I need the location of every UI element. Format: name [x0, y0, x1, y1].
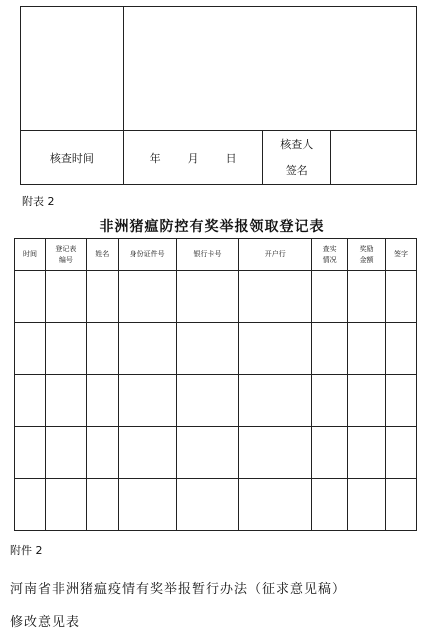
table-cell: [176, 479, 239, 531]
column-header-line2: 金额: [359, 255, 374, 264]
date-day: 日: [225, 151, 237, 165]
column-header-line1: 身份证件号: [129, 250, 165, 258]
table-cell: [348, 323, 386, 375]
registration-title: 非洲猪瘟防控有奖举报领取登记表: [99, 219, 325, 235]
table-cell: [45, 271, 86, 323]
table-cell: [118, 479, 176, 531]
table-cell: [45, 479, 86, 531]
table-row: [15, 323, 417, 375]
table-cell: [86, 479, 118, 531]
column-header: [45, 239, 86, 271]
table-cell: [15, 375, 46, 427]
table-cell: [15, 427, 46, 479]
table-cell: [386, 479, 417, 531]
table-cell: [239, 427, 312, 479]
column-header-line1: 姓名: [95, 250, 110, 258]
table-cell: [176, 375, 239, 427]
table-cell: [312, 323, 348, 375]
date-field: [123, 131, 263, 185]
column-header: [86, 239, 118, 271]
table-cell: [312, 375, 348, 427]
table-cell: [348, 375, 386, 427]
verification-top-row: [21, 7, 417, 131]
table-cell: [86, 427, 118, 479]
column-header: [312, 239, 348, 271]
column-header: [239, 239, 312, 271]
verification-bottom-row: [21, 131, 417, 185]
table-cell: [118, 375, 176, 427]
table-cell: [348, 271, 386, 323]
table-cell: [239, 323, 312, 375]
column-header-line1: 签字: [394, 250, 408, 258]
table-cell: [15, 479, 46, 531]
table-cell: [15, 323, 46, 375]
table-cell: [312, 427, 348, 479]
column-header: [386, 239, 417, 271]
checker-label: 核查人: [280, 137, 314, 151]
column-header-line1: 登记表: [55, 244, 77, 253]
column-header-line1: 奖励: [359, 244, 374, 253]
table-cell: [312, 479, 348, 531]
blank-cell-wide: [123, 7, 416, 131]
column-header-line2: 编号: [58, 255, 73, 264]
date-year: 年: [149, 151, 161, 165]
table-cell: [45, 427, 86, 479]
table-cell: [176, 427, 239, 479]
column-header: [15, 239, 46, 271]
checker-signature-label: [263, 131, 331, 185]
column-header: [118, 239, 176, 271]
table-cell: [118, 323, 176, 375]
signature-cell: [331, 131, 417, 185]
table-cell: [118, 271, 176, 323]
table-cell: [176, 323, 239, 375]
column-header-line2: 情况: [322, 255, 337, 264]
table-row: [15, 271, 417, 323]
table-row: [15, 427, 417, 479]
verification-table: [20, 6, 417, 185]
table-cell: [45, 323, 86, 375]
table-cell: [239, 375, 312, 427]
column-header-line1: 银行卡号: [193, 250, 222, 258]
table-cell: [239, 271, 312, 323]
table-cell: [312, 271, 348, 323]
table-cell: [386, 375, 417, 427]
table-cell: [386, 427, 417, 479]
table-cell: [86, 271, 118, 323]
footer-title-line2: 修改意见表: [10, 615, 81, 630]
column-header-line1: 查实: [322, 244, 337, 253]
column-header-line1: 开户行: [264, 250, 286, 258]
table-cell: [176, 271, 239, 323]
table-cell: [348, 479, 386, 531]
date-month: 月: [187, 151, 199, 165]
table-cell: [386, 271, 417, 323]
table-cell: [86, 375, 118, 427]
table-cell: [239, 479, 312, 531]
footer-title-line1: 河南省非洲猪瘟疫情有奖举报暂行办法（征求意见稿）: [10, 582, 347, 597]
column-header: [348, 239, 386, 271]
table-row: [15, 375, 417, 427]
table-cell: [118, 427, 176, 479]
table-cell: [45, 375, 86, 427]
header-row: [15, 239, 417, 271]
column-header: [176, 239, 239, 271]
signature-label: 签名: [285, 163, 308, 177]
check-time-label: 核查时间: [21, 131, 124, 185]
table-row: [15, 479, 417, 531]
appendix-caption: 附表 2: [22, 195, 55, 208]
attachment-caption: 附件 2: [10, 544, 43, 557]
table-cell: [348, 427, 386, 479]
table-cell: [86, 323, 118, 375]
table-cell: [15, 271, 46, 323]
registration-table: [14, 238, 417, 531]
column-header-line1: 时间: [22, 250, 37, 258]
blank-cell: [21, 7, 124, 131]
table-cell: [386, 323, 417, 375]
